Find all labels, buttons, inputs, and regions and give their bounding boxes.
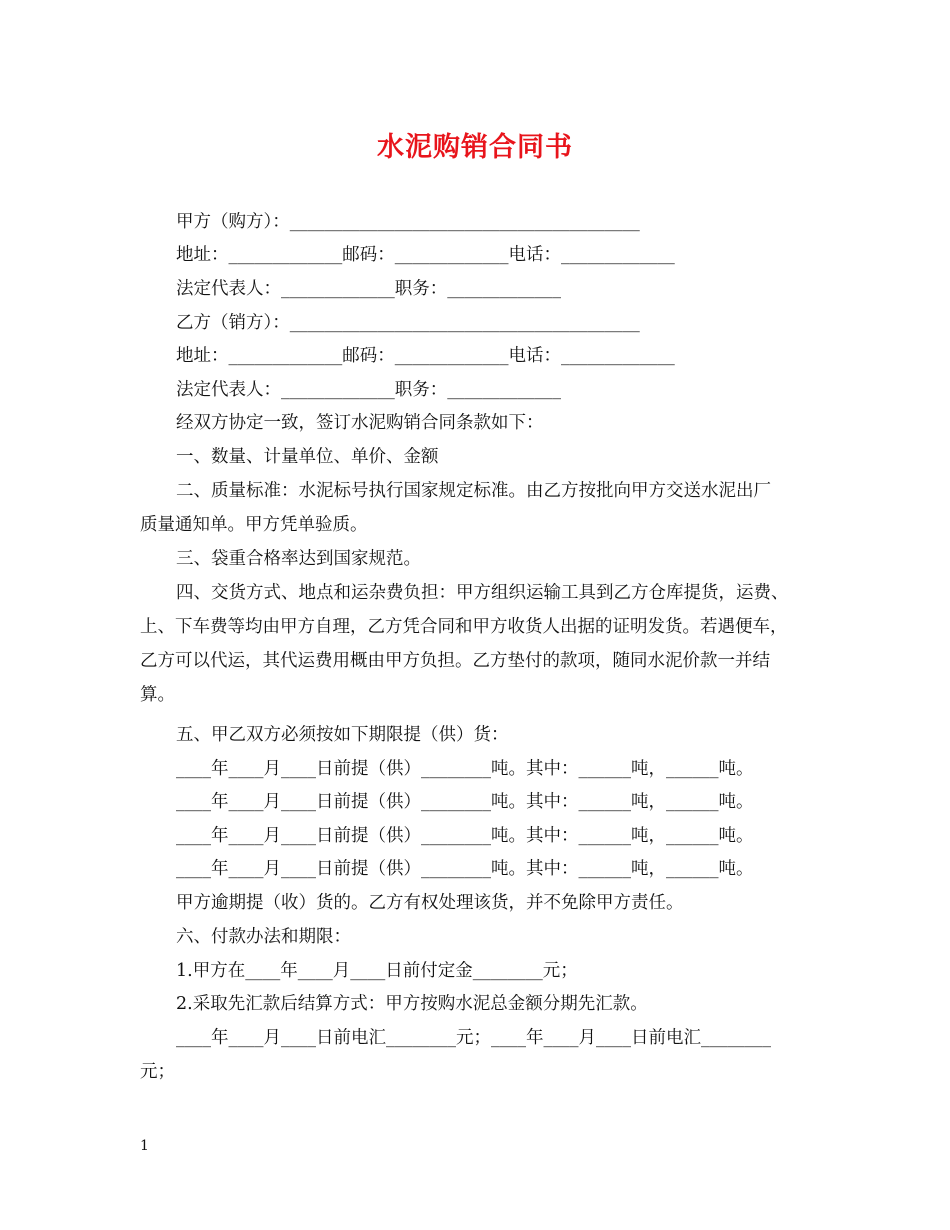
clause-1: 一、数量、计量单位、单价、金额: [176, 447, 439, 467]
party-a-representative-line: 法定代表人：_____________职务：_____________: [176, 279, 561, 299]
delivery-schedule-row: ____年____月____日前提（供）________吨。其中：______吨，______吨。: [176, 792, 754, 812]
late-pickup-clause: 甲方逾期提（收）货的。乙方有权处理该货，并不免除甲方责任。: [176, 893, 684, 913]
party-b-address-line: 地址：_____________邮码：_____________电话：_____________: [176, 346, 675, 366]
clause-4-cont: 乙方可以代运，其代运费用概由甲方负担。乙方垫付的款项，随同水泥价款一并结: [140, 651, 770, 671]
payment-item-2: 2.采取先汇款后结算方式：甲方按购水泥总金额分期先汇款。: [176, 994, 648, 1014]
party-b-line: 乙方（销方）：________________________________________: [176, 313, 640, 333]
party-a-address-line: 地址：_____________邮码：_____________电话：_____________: [176, 245, 675, 265]
wire-schedule-cont: 元；: [140, 1062, 175, 1082]
page-number: 1: [140, 1138, 149, 1154]
delivery-schedule-row: ____年____月____日前提（供）________吨。其中：______吨，______吨。: [176, 826, 754, 846]
party-b-representative-line: 法定代表人：_____________职务：_____________: [176, 380, 561, 400]
payment-item-1: 1.甲方在____年____月____日前付定金________元；: [176, 961, 578, 981]
clause-4-cont: 上、下车费等均由甲方自理，乙方凭合同和甲方收货人出据的证明发货。若遇便车，: [140, 617, 788, 637]
clause-5: 五、甲乙双方必须按如下期限提（供）货：: [176, 725, 509, 745]
clause-2: 二、质量标准：水泥标号执行国家规定标准。由乙方按批向甲方交送水泥出厂: [176, 481, 771, 501]
delivery-schedule-row: ____年____月____日前提（供）________吨。其中：______吨，______吨。: [176, 759, 754, 779]
agreement-intro: 经双方协定一致，签订水泥购销合同条款如下：: [176, 413, 544, 433]
clause-2-cont: 质量通知单。甲方凭单验质。: [140, 515, 368, 535]
delivery-schedule-row: ____年____月____日前提（供）________吨。其中：______吨，______吨。: [176, 859, 754, 879]
document-title: 水泥购销合同书: [377, 132, 573, 163]
clause-4-cont: 算。: [140, 685, 175, 705]
clause-4: 四、交货方式、地点和运杂费负担：甲方组织运输工具到乙方仓库提货，运费、: [176, 583, 789, 603]
wire-schedule-line: ____年____月____日前电汇________元；____年____月____日前电汇________: [176, 1028, 771, 1048]
clause-6: 六、付款办法和期限：: [176, 927, 351, 947]
clause-3: 三、袋重合格率达到国家规范。: [176, 549, 421, 569]
party-a-line: 甲方（购方）：________________________________________: [176, 212, 640, 232]
